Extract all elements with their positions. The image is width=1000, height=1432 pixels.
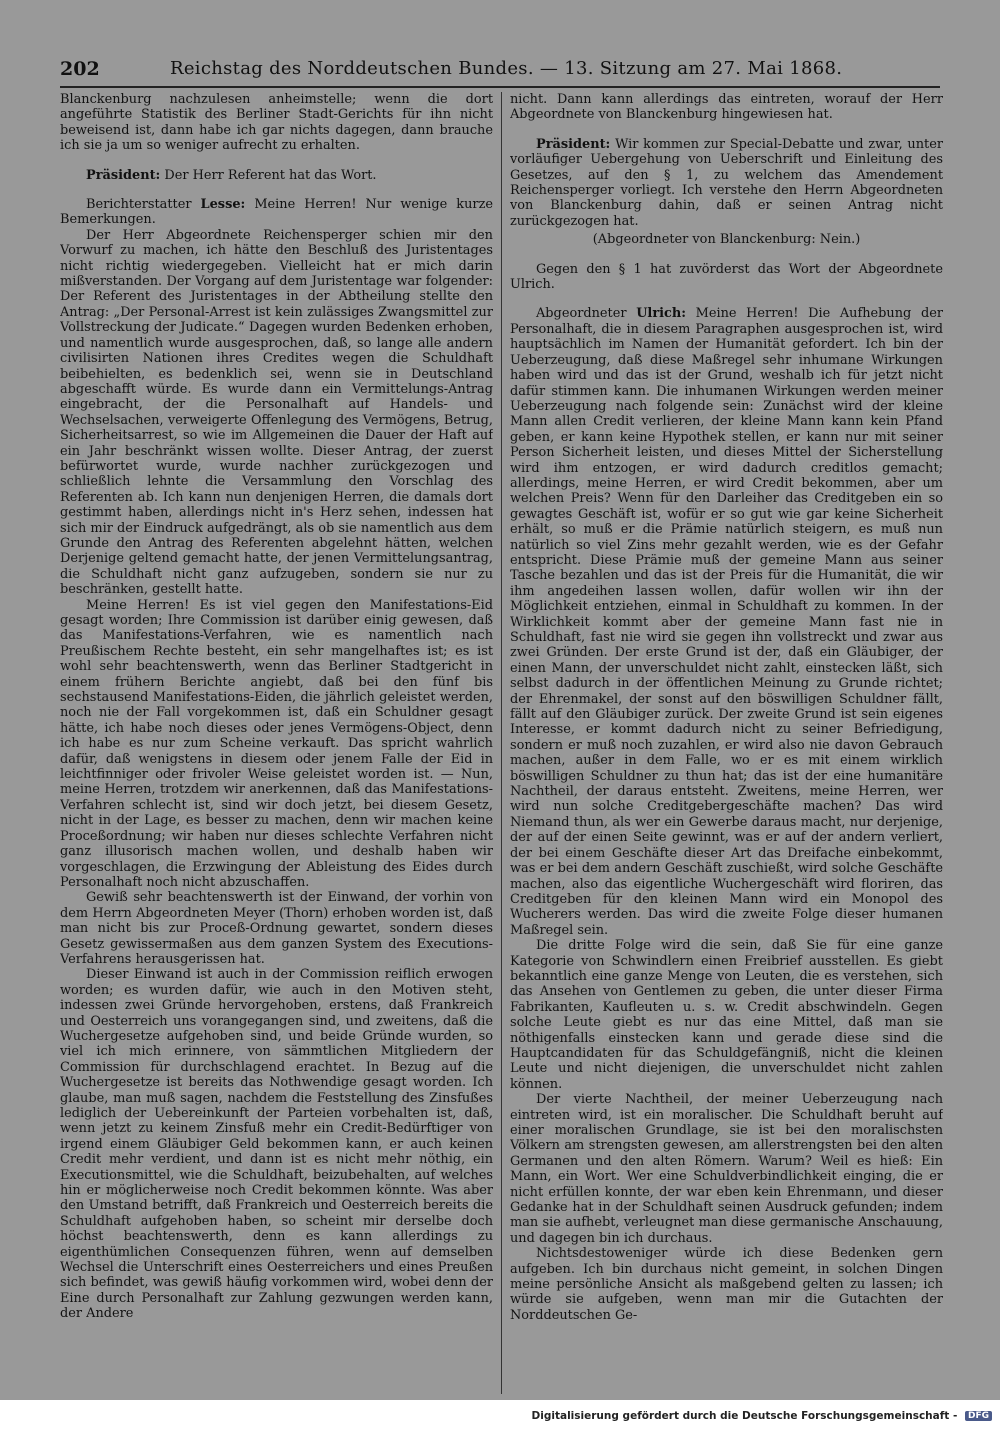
page-number: 202 [60,58,100,80]
speech-text: Meine Herren! Nur wenige kurze Bemerkungen. [60,197,493,228]
running-head: Reichstag des Norddeutschen Bundes. — 13. Sitzung am 27. Mai 1868. [170,58,843,79]
speaker-role: Abgeordneter [536,306,627,322]
paragraph: Dieser Einwand ist auch in der Commission reiflich erwogen worden; es wurden dafür, wie auch in den Motiven steht, indessen zwei Gründe hervorgehoben, erstens, daß Frankreich und Oesterreich uns vorangegangen sind, und zweitens, daß die Wuchergesetze aufgehoben sind, und beide Gründe wurden, so viel ich mich erinnere, von sämmtlichen Mitgliedern der Commission für durchschlagend erachtet. In Bezug auf die Wuchergesetze ist bereits das Nothwendige gesagt worden. Ich glaube, man muß sagen, nachdem die Feststellung des Zinsfußes lediglich der Uebereinkunft der Parteien vorbehalten ist, daß, wenn jetzt zu keinem Zinsfuß mehr ein Credit-Bedürftiger von irgend einem Gläubiger Geld bekommen kann, er auch keinen Credit mehr verdient, und dann ist es nicht mehr nöthig, ein Executionsmittel, wie die Schuldhaft, beizubehalten, auf welches hin er möglicherweise noch Credit bekommen könnte. Was aber den Umstand betrifft, daß Frankreich und Oesterreich bereits die Schuldhaft aufgehoben haben, so scheint mir derselbe doch höchst beachtenswerth, denn es kann allerdings zu eigenthümlichen Consequenzen führen, wenn auf demselben Wechsel die Unterschrift eines Oesterreichers und eines Preußen sich befindet, was gewiß häufig vorkommen wird, wobei denn der Eine durch Personalhaft zur Zahlung gezwungen werden kann, der Andere [60,967,493,1322]
left-column [60,92,493,1392]
speaker-paragraph [510,306,943,938]
paragraph: Meine Herren! Es ist viel gegen den Manifestations-Eid gesagt worden; Ihre Commission ist darüber einig gewesen, daß das Manifestations-Verfahren, wie es namentlich nach Preußischem Rechte besteht, ein sehr mangelhaftes ist; es ist wohl sehr beachtenswerth, wenn das Berliner Stadtgericht in einem frühern Berichte angiebt, daß bei den fünf bis sechstausend Manifestations-Eiden, die jährlich geleistet werden, noch nie der Fall vorgekommen ist, daß ein Schuldner gesagt hätte, ich habe noch dieses oder jenes Vermögens-Object, denn ich habe es nur zum Scheine verkauft. Das spricht wahrlich dafür, daß wenigstens in diesem oder jenem Falle der Eid in leichtfinniger oder frivoler Weise geleistet worden ist. — Nun, meine Herren, trotzdem wir anerkennen, daß das Manifestations-Verfahren schlecht ist, sind wir doch jetzt, bei diesem Gesetz, nicht in der Lage, es besser zu machen, denn wir machen keine Proceßordnung; wir haben nur dieses schlechte Verfahren nicht ganz illusorisch machen wollen, und deshalb haben wir vorgeschlagen, die Erzwingung der Ableistung des Eides durch Personalhaft noch nicht abzuschaffen. [60,597,493,890]
paragraph: Die dritte Folge wird die sein, daß Sie für eine ganze Kategorie von Schwindlern einen Freibrief ausstellen. Es giebt bekanntlich eine ganze Menge von Leuten, die es verstehen, sich das Ansehen von Gentlemen zu geben, die unter dieser Firma Fabrikanten, Kaufleuten u. s. w. Credit abschwindeln. Gegen solche Leute giebt es nur das eine Mittel, daß man sie nöthigenfalls einstecken kann und gerade diese sind die Hauptcandidaten für das Schuldgefängniß, nicht die kleinen Leute und nicht diejenigen, die unverschuldet nicht zahlen können. [510,938,943,1092]
paragraph: nicht. Dann kann allerdings das eintreten, worauf der Herr Abgeordnete von Blanckenburg hingewiesen hat. [510,92,943,123]
speaker-name: Präsident: [536,136,611,152]
speaker-name: Präsident: [86,167,161,183]
credit-text: Digitalisierung gefördert durch die Deutsche Forschungsgemeinschaft - [531,1410,958,1422]
speaker-name: Lesse: [200,197,246,213]
dfg-logo: DFG [965,1411,992,1421]
interjection: (Abgeordneter von Blanckenburg: Nein.) [592,232,861,248]
paragraph: Der vierte Nachtheil, der meiner Ueberzeugung nach eintreten wird, ist ein moralischer. Die Schuldhaft beruht auf einer moralischen Grundlage, sie ist bei den moralischsten Völkern am strengsten gewesen, am allerstrengsten bei den alten Germanen und den alten Römern. Warum? Weil es hieß: Ein Mann, ein Wort. Wer eine Schuldverbindlichkeit einging, die er nicht erfüllen konnte, der war eben kein Ehrenmann, und dieser Gedanke hat in der Schuldhaft seinen Ausdruck gefunden; indem man sie aufhebt, verleugnet man diese germanische Anschauung, und dagegen bin ich durchaus. [510,1092,943,1246]
speech-text: Meine Herren! Die Aufhebung der Personalhaft, die in diesem Paragraphen ausgesprochen ist, wird hauptsächlich im Namen der Humanität gefordert. Ich bin der Ueberzeugung, daß diese Maßregel sehr inhumane Wirkungen haben wird und das ist der Grund, weshalb ich für jetzt nicht dafür stimmen kann. Die inhumanen Wirkungen werden meiner Ueberzeugung nach folgende sein: Zunächst wird der kleine Mann allen Credit verlieren, der kleine Mann kann kein Pfand geben, er kann keine Hypothek stellen, er kann nur mit seiner Person Sicherheit leisten, und dieses Mittel der Sicherstellung wird ihm entzogen, er wird dadurch creditlos gemacht; allerdings, meine Herren, er wird Credit bekommen, aber um welchen Preis? Wenn für den Darleiher das Creditgeben ein so gewagtes Geschäft ist, wofür er so gut wie gar keine Sicherheit erhält, so muß er die Prämie natürlich steigern, es muß nun natürlich so viel Zins mehr gezahlt werden, wie es der Gefahr entspricht. Diese Prämie muß der gemeine Mann aus seiner Tasche bezahlen und das ist der Preis für die Humanität, die wir ihm angedeihen lassen wollen, dafür wollen wir ihn der Möglichkeit entziehen, einmal in Schuldhaft zu kommen. In der Wirklichkeit kommt aber der gemeine Mann fast nie in Schuldhaft, fast nie wird sie gegen ihn vollstreckt und zwar aus zwei Gründen. Der erste Grund ist der, daß ein Gläubiger, der einen Mann, der unverschuldet nicht zahlt, einstecken läßt, sich selbst dadurch in der öffentlichen Meinung zu Grunde richtet; der Ehrenmakel, der sonst auf den böswilligen Schuldner fällt, fällt auf den Gläubiger zurück. Der zweite Grund ist sein eigenes Interesse, er kommt dadurch nicht zu seiner Befriedigung, sondern er muß noch zuzahlen, er wird also nie davon Gebrauch machen, außer in dem Falle, wo er es mit einem wirklich böswilligen Schuldner zu thun hat; das ist der eine humanitäre Nachtheil, der daraus entsteht. Zweitens, meine Herren, wer wird nun solche Creditgebergeschäfte machen? Das wird Niemand thun, als wer ein Gewerbe daraus macht, nur derjenige, der auf der einen Seite gewinnt, was er auf der andern verliert, der bei einem Geschäfte dieser Art das Dreifache einbekommt, was er bei dem andern Geschäft zuschießt, wird solche Geschäfte machen, also das eigentliche Wuchergeschäft wird floriren, das Creditgeben für den kleinen Mann wird ein Monopol des Wucherers werden. Das wird die zweite Folge dieser humanen Maßregel sein. [510,306,943,938]
speaker-role: Berichterstatter [86,197,192,213]
paragraph: Nichtsdestoweniger würde ich diese Bedenken gern aufgeben. Ich bin durchaus nicht gemeint, in solchen Dingen meine persönliche Ansicht als maßgebend gelten zu lassen; ich würde sie aufgeben, wenn man mir die Gutachten der Norddeutschen Ge- [510,1246,943,1323]
right-column [510,92,943,1392]
digitization-credit [532,1410,992,1422]
speech-text: Der Herr Referent hat das Wort. [164,167,377,183]
speech-text: Wir kommen zur Special-Debatte und zwar, unter vorläufiger Uebergehung von Ueberschrift und Einleitung des Gesetzes, auf den § 1, zu welchem das Amendement Reichensperger vorliegt. Ich verstehe den Herrn Abgeordneten von Blanckenburg dahin, daß er seinen Antrag nicht zurückgezogen hat. [510,136,943,229]
speaker-paragraph [60,197,493,228]
speaker-paragraph [510,137,943,229]
column-divider [501,92,502,1394]
speaker-paragraph [60,168,493,183]
page-header [60,56,940,88]
paragraph: Der Herr Abgeordnete Reichensperger schien mir den Vorwurf zu machen, ich hätte den Beschluß des Juristentages nicht richtig wiedergegeben. Vielleicht hat er mich darin mißverstanden. Der Vorgang auf dem Juristentage war folgender: Der Referent des Juristentages in der Abtheilung stellte den Antrag: „Der Personal-Arrest ist kein zulässiges Zwangsmittel zur Vollstreckung der Judicate.“ Dagegen wurden Bedenken erhoben, und namentlich wurde ausgesprochen, daß, so lange alle andern civilisirten Nationen ihres Credites wegen die Schuldhaft beibehielten, es bedenklich sei, wenn sie in Deutschland abgeschafft würde. Es wurde dann ein Vermittelungs-Antrag eingebracht, der die Personalhaft auf Handels- und Wechselsachen, verweigerte Offenlegung des Vermögens, Betrug, Sicherheitsarrest, so wie im Allgemeinen die Dauer der Haft auf ein Jahr beschränkt wissen wollte. Dieser Antrag, der zuerst befürwortet wurde, wurde nachher zurückgezogen und schließlich lehnte die Versammlung den Vorschlag des Referenten ab. Ich kann nun denjenigen Herren, die damals dort gestimmt haben, allerdings nicht in's Herz sehen, indessen hat sich mir der Eindruck aufgedrängt, als ob sie namentlich aus dem Grunde den Antrag des Referenten abgelehnt hätten, welchen Derjenige geltend gemacht hatte, der jenen Vermittelungsantrag, die Schuldhaft nicht ganz aufzugeben, sondern sie nur zu beschränken, gestellt hatte. [60,227,493,598]
paragraph: Gewiß sehr beachtenswerth ist der Einwand, der vorhin von dem Herrn Abgeordneten Meyer (Thorn) erhoben worden ist, daß man nicht bis zur Proceß-Ordnung gewartet, sondern dieses Gesetz gewissermaßen aus dem ganzen System des Executions-Verfahrens herausgerissen hat. [60,890,493,967]
paragraph: Gegen den § 1 hat zuvörderst das Wort der Abgeordnete Ulrich. [510,261,943,293]
speaker-name: Ulrich: [636,306,686,322]
paragraph: Blanckenburg nachzulesen anheimstelle; wenn die dort angeführte Statistik des Berliner Stadt-Gerichts für ihn nicht beweisend ist, dann habe ich gar nichts dagegen, dann brauche ich sie ja um so weniger aufrecht zu erhalten. [60,92,493,154]
